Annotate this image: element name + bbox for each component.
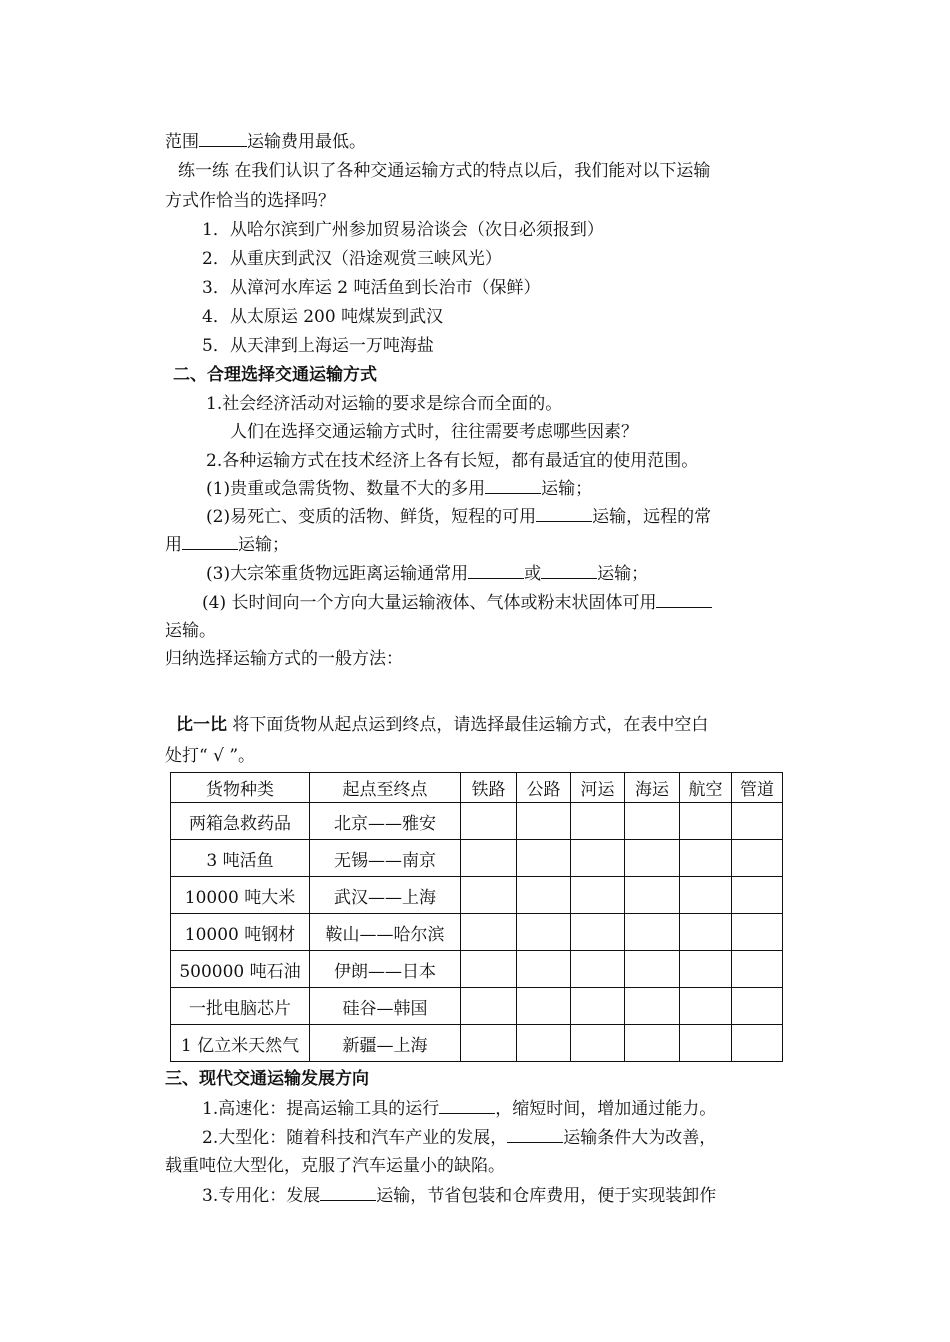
table-header-cell: 公路 [517, 773, 571, 803]
answer-cell[interactable] [625, 1025, 680, 1062]
answer-cell[interactable] [517, 840, 571, 877]
table-row [171, 914, 783, 951]
answer-cell[interactable] [732, 1025, 783, 1062]
fill-item-2-cont: 用 运输； [165, 535, 289, 555]
answer-cell[interactable] [571, 951, 625, 988]
answer-cell[interactable] [625, 877, 680, 914]
practice-item: 5．从天津到上海运一万吨海盐 [202, 336, 434, 356]
section-3-item-2-cont: 载重吨位大型化，克服了汽车运量小的缺陷。 [165, 1156, 505, 1176]
fill-item-3: (3)大宗笨重货物远距离运输通常用 或 运输； [206, 564, 649, 584]
answer-cell[interactable] [517, 803, 571, 840]
answer-cell[interactable] [732, 877, 783, 914]
fill-item-1: (1)贵重或急需货物、数量不大的多用 运输； [206, 479, 593, 499]
table-header-cell: 管道 [732, 773, 783, 803]
answer-cell[interactable] [625, 914, 680, 951]
answer-blank[interactable] [468, 562, 524, 579]
table-row [171, 840, 783, 877]
answer-blank[interactable] [439, 1097, 495, 1114]
answer-cell[interactable] [732, 914, 783, 951]
section-2-para: 2.各种运输方式在技术经济上各有长短，都有最适宜的使用范围。 [206, 451, 699, 471]
summary-prompt: 归纳选择运输方式的一般方法： [165, 649, 403, 669]
answer-cell[interactable] [461, 877, 517, 914]
answer-blank[interactable] [536, 505, 592, 522]
table-row [171, 988, 783, 1025]
section-3-item-1: 1.高速化：提高运输工具的运行 ，缩短时间，增加通过能力。 [202, 1099, 717, 1119]
route-cell: 鞍山——哈尔滨 [310, 914, 461, 951]
answer-cell[interactable] [680, 803, 732, 840]
answer-cell[interactable] [461, 1025, 517, 1062]
answer-cell[interactable] [680, 988, 732, 1025]
table-header-cell: 铁路 [461, 773, 517, 803]
table-header-cell: 起点至终点 [310, 773, 461, 803]
table-header-cell: 货物种类 [171, 773, 310, 803]
answer-cell[interactable] [625, 951, 680, 988]
answer-cell[interactable] [680, 840, 732, 877]
answer-cell[interactable] [571, 840, 625, 877]
route-cell: 武汉——上海 [310, 877, 461, 914]
cargo-cell: 一批电脑芯片 [171, 988, 310, 1025]
answer-cell[interactable] [517, 1025, 571, 1062]
answer-blank[interactable] [182, 533, 238, 550]
answer-cell[interactable] [680, 877, 732, 914]
compare-line-2: 处打“ √ ”。 [165, 746, 256, 766]
section-3-item-2: 2.大型化：随着科技和汽车产业的发展， 运输条件大为改善， [202, 1128, 717, 1148]
answer-blank[interactable] [541, 562, 597, 579]
practice-line-2: 方式作恰当的选择吗？ [165, 191, 335, 211]
answer-cell[interactable] [680, 951, 732, 988]
table-header-cell: 河运 [571, 773, 625, 803]
answer-cell[interactable] [461, 803, 517, 840]
cargo-cell: 1 亿立米天然气 [171, 1025, 310, 1062]
answer-cell[interactable] [680, 914, 732, 951]
transport-choice-table [170, 772, 783, 1062]
answer-blank[interactable] [485, 477, 541, 494]
route-cell: 北京——雅安 [310, 803, 461, 840]
table-header-cell: 海运 [625, 773, 680, 803]
cargo-cell: 10000 吨钢材 [171, 914, 310, 951]
answer-cell[interactable] [732, 803, 783, 840]
table-header-cell: 航空 [680, 773, 732, 803]
table-row [171, 877, 783, 914]
answer-cell[interactable] [625, 988, 680, 1025]
answer-blank[interactable] [656, 591, 712, 608]
answer-cell[interactable] [571, 803, 625, 840]
prev-line: 范围 运输费用最低。 [165, 132, 366, 152]
answer-cell[interactable] [732, 840, 783, 877]
section-3-heading: 三、现代交通运输发展方向 [165, 1069, 369, 1089]
answer-cell[interactable] [517, 877, 571, 914]
section-2-heading: 二、合理选择交通运输方式 [173, 365, 377, 385]
section-2-para: 1.社会经济活动对运输的要求是综合而全面的。 [206, 394, 563, 414]
table-row [171, 803, 783, 840]
fill-item-4-cont: 运输。 [165, 621, 216, 641]
answer-cell[interactable] [680, 1025, 732, 1062]
answer-cell[interactable] [732, 951, 783, 988]
answer-cell[interactable] [517, 914, 571, 951]
answer-cell[interactable] [517, 988, 571, 1025]
table-row [171, 951, 783, 988]
cargo-cell: 3 吨活鱼 [171, 840, 310, 877]
answer-cell[interactable] [461, 951, 517, 988]
fill-item-2: (2)易死亡、变质的活物、鲜货，短程的可用 运输，远程的常 [206, 507, 712, 527]
cargo-cell: 两箱急救药品 [171, 803, 310, 840]
answer-blank[interactable] [320, 1184, 376, 1201]
answer-cell[interactable] [461, 840, 517, 877]
answer-cell[interactable] [571, 914, 625, 951]
route-cell: 无锡——南京 [310, 840, 461, 877]
route-cell: 伊朗——日本 [310, 951, 461, 988]
practice-item: 3．从漳河水库运 2 吨活鱼到长治市（保鲜） [202, 278, 541, 298]
answer-cell[interactable] [571, 1025, 625, 1062]
compare-label: 比一比 [176, 715, 227, 735]
answer-cell[interactable] [517, 951, 571, 988]
answer-cell[interactable] [625, 803, 680, 840]
answer-cell[interactable] [732, 988, 783, 1025]
table-row [171, 1025, 783, 1062]
practice-item: 2．从重庆到武汉（沿途观赏三峡风光） [202, 249, 502, 269]
practice-item: 1．从哈尔滨到广州参加贸易洽谈会（次日必须报到） [202, 220, 604, 240]
answer-cell[interactable] [571, 877, 625, 914]
fill-item-4: (4) 长时间向一个方向大量运输液体、气体或粉末状固体可用 [202, 591, 712, 614]
section-2-para: 人们在选择交通运输方式时，往往需要考虑哪些因素？ [230, 422, 638, 442]
cargo-cell: 10000 吨大米 [171, 877, 310, 914]
practice-item: 4．从太原运 200 吨煤炭到武汉 [202, 307, 444, 327]
answer-cell[interactable] [625, 840, 680, 877]
route-cell: 硅谷—韩国 [310, 988, 461, 1025]
table-header-row [171, 773, 783, 803]
section-3-item-3: 3.专用化：发展 运输，节省包装和仓库费用，便于实现装卸作 [202, 1186, 717, 1206]
answer-cell[interactable] [571, 988, 625, 1025]
route-cell: 新疆—上海 [310, 1025, 461, 1062]
answer-blank[interactable] [507, 1126, 563, 1143]
answer-cell[interactable] [461, 988, 517, 1025]
answer-cell[interactable] [461, 914, 517, 951]
compare-line-1: 比一比 将下面货物从起点运到终点，请选择最佳运输方式，在表中空白 [176, 715, 709, 735]
practice-line-1: 练一练 在我们认识了各种交通运输方式的特点以后，我们能对以下运输 [178, 161, 711, 181]
answer-blank[interactable] [199, 130, 247, 147]
cargo-cell: 500000 吨石油 [171, 951, 310, 988]
